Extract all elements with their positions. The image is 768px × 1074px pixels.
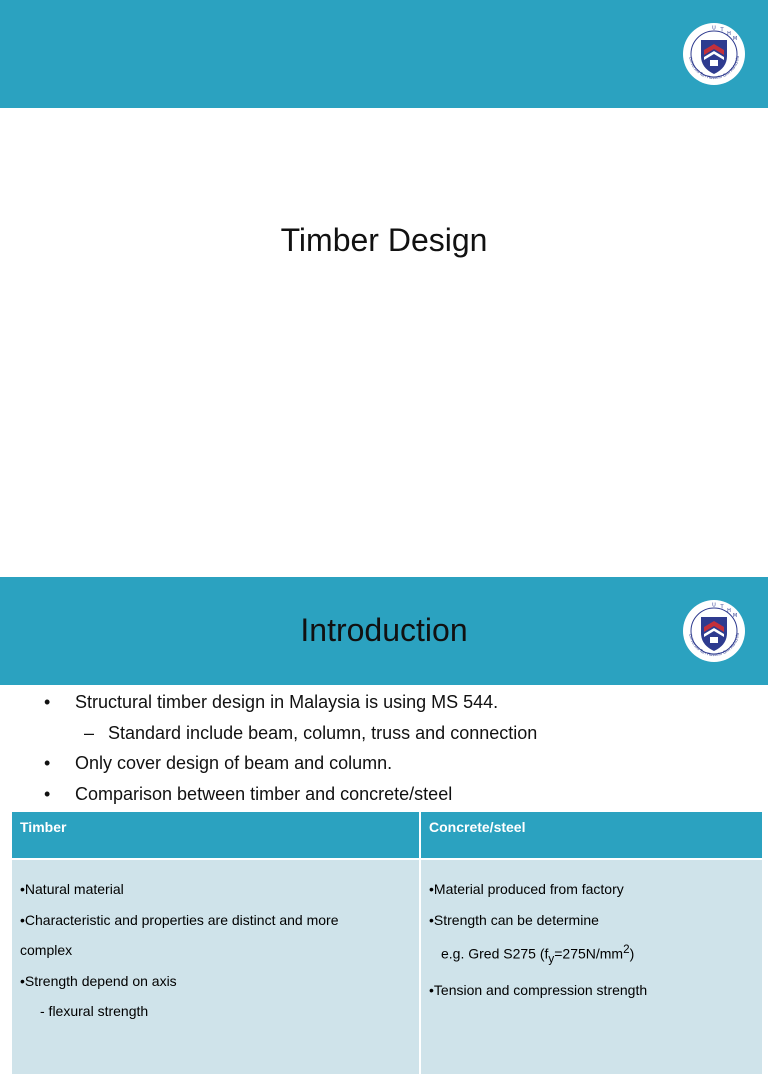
formula-text: =275N/mm <box>554 945 624 962</box>
bullet-text: Only cover design of beam and column. <box>75 753 393 773</box>
bullet-item <box>0 779 768 810</box>
cell-line: •Tension and compression strength <box>429 982 648 999</box>
slide1-header-band <box>0 0 768 108</box>
bullet-item <box>0 687 768 718</box>
bullet-text: Structural timber design in Malaysia is using MS 544. <box>75 692 499 712</box>
header-concrete-steel: Concrete/steel <box>420 812 762 859</box>
table-row <box>12 859 762 1074</box>
svg-text:H: H <box>727 31 731 37</box>
table-header-row <box>12 812 762 859</box>
svg-text:M: M <box>732 36 738 42</box>
bullet-marker: • <box>44 692 51 712</box>
sub-bullet-text: Standard include beam, column, truss and connection <box>108 722 538 743</box>
svg-text:H: H <box>727 608 731 614</box>
formula-superscript: 2 <box>623 943 630 957</box>
cell-line: •Characteristic and properties are distinct and more <box>20 911 339 928</box>
svg-text:U: U <box>712 602 716 609</box>
sub-bullet-marker: – <box>84 722 95 743</box>
svg-text:U: U <box>712 25 716 32</box>
uthm-logo-icon <box>682 22 746 86</box>
cell-line: - flexural strength <box>40 1003 149 1020</box>
bullet-item <box>0 748 768 779</box>
svg-text:Universiti Tun Hussein Onn Mal: Universiti Tun Hussein Onn Malaysia <box>688 55 740 81</box>
cell-line: •Strength depend on axis <box>20 972 177 989</box>
cell-line-formula <box>429 935 754 975</box>
cell-line: complex <box>20 942 73 959</box>
formula-text: e.g. Gred S275 (f <box>441 945 549 962</box>
cell-line: •Natural material <box>20 881 124 897</box>
svg-text:Universiti Tun Hussein Onn Mal: Universiti Tun Hussein Onn Malaysia <box>688 632 740 658</box>
svg-text:T: T <box>720 604 724 611</box>
slide2-title: Introduction <box>300 612 468 648</box>
formula-subscript: y <box>548 952 555 966</box>
formula-text: ) <box>629 945 635 962</box>
bullet-marker: • <box>44 783 51 804</box>
cell-line: •Material produced from factory <box>429 881 624 897</box>
timber-cell <box>12 859 420 1074</box>
intro-bullet-list <box>0 687 768 809</box>
cell-line: •Strength can be determine <box>429 911 599 928</box>
bullet-marker: • <box>44 753 51 773</box>
comparison-table <box>12 812 762 1074</box>
slide1-title: Timber Design <box>280 222 488 258</box>
header-timber: Timber <box>12 812 420 859</box>
svg-text:T: T <box>720 27 724 34</box>
concrete-steel-cell <box>420 859 762 1074</box>
sub-bullet-item <box>0 718 768 749</box>
svg-text:M: M <box>732 613 738 619</box>
bullet-text: Comparison between timber and concrete/steel <box>75 783 453 804</box>
